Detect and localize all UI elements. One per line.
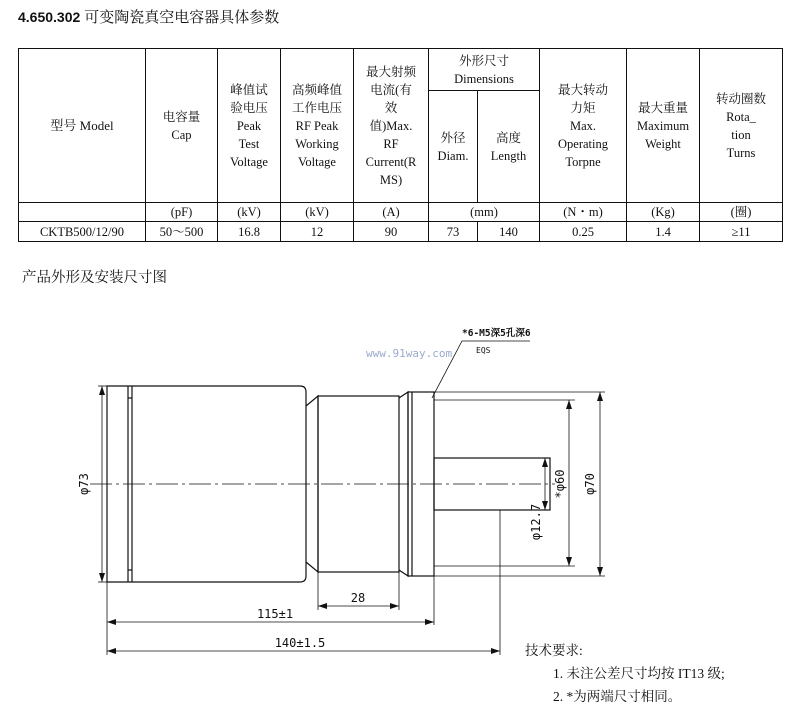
dim-label-d60: *φ60 — [553, 469, 567, 499]
cell-rf-peak: 12 — [281, 222, 354, 242]
cell-cap: 50～500 — [146, 222, 218, 242]
technical-requirements — [525, 639, 725, 708]
page-title — [18, 6, 279, 27]
cell-diam: 73 — [429, 222, 478, 242]
unit-torque: (N・m) — [540, 203, 627, 222]
unit-turns: (圈) — [700, 203, 783, 222]
dim-label-d70: φ70 — [583, 473, 597, 495]
unit-peak-voltage: (kV) — [218, 203, 281, 222]
unit-dimensions: (mm) — [429, 203, 540, 222]
dim-label-d127: φ12.7 — [529, 503, 543, 541]
cell-turns: ≥11 — [700, 222, 783, 242]
requirement-item: 2. *为两端尺寸相同。 — [553, 689, 682, 704]
requirements-title: 技术要求: — [525, 643, 583, 658]
cell-weight: 1.4 — [627, 222, 700, 242]
header-rf-current: 最大射频 电流(有 效 值)Max. RF Current(R MS) — [354, 49, 429, 203]
cell-model: CKTB500/12/90 — [19, 222, 146, 242]
dim-label-140: 140±1.5 — [274, 636, 326, 650]
header-torque: 最大转动 力矩 Max. Operating Torpne — [540, 49, 627, 203]
header-rf-peak: 高频峰值 工作电压 RF Peak Working Voltage — [281, 49, 354, 203]
drawing-heading: 产品外形及安装尺寸图 — [22, 270, 167, 286]
header-length: 高度 Length — [478, 91, 540, 203]
header-turns: 转动圈数 Rota_ tion Turns — [700, 49, 783, 203]
table-row — [19, 222, 783, 242]
header-weight: 最大重量 Maximum Weight — [627, 49, 700, 203]
unit-rf-peak: (kV) — [281, 203, 354, 222]
spec-table — [18, 48, 783, 242]
dim-label-d73: φ73 — [77, 473, 91, 495]
dim-label-115: 115±1 — [256, 607, 294, 621]
title-text: 可变陶瓷真空电容器具体参数 — [84, 10, 280, 26]
part-code: 4.650.302 — [18, 9, 81, 25]
cell-rf-current: 90 — [354, 222, 429, 242]
cell-peak-voltage: 16.8 — [218, 222, 281, 242]
unit-weight: (Kg) — [627, 203, 700, 222]
unit-model — [19, 203, 146, 222]
header-model: 型号 Model — [19, 49, 146, 203]
unit-rf-current: (A) — [354, 203, 429, 222]
header-diam: 外径 Diam. — [429, 91, 478, 203]
requirement-item: 1. 未注公差尺寸均按 IT13 级; — [553, 666, 725, 681]
technical-drawing — [0, 290, 800, 650]
cell-torque: 0.25 — [540, 222, 627, 242]
header-peak-voltage: 峰值试 验电压 Peak Test Voltage — [218, 49, 281, 203]
header-cap: 电容量 Cap — [146, 49, 218, 203]
watermark-text: www.91way.com — [366, 347, 453, 360]
callout-text: *6-M5深5孔深6 — [462, 328, 531, 339]
callout-subtext: EQS — [476, 346, 491, 355]
header-dimensions: 外形尺寸 Dimensions — [429, 49, 540, 91]
unit-cap: (pF) — [146, 203, 218, 222]
dim-label-28: 28 — [350, 591, 366, 605]
cell-length: 140 — [478, 222, 540, 242]
